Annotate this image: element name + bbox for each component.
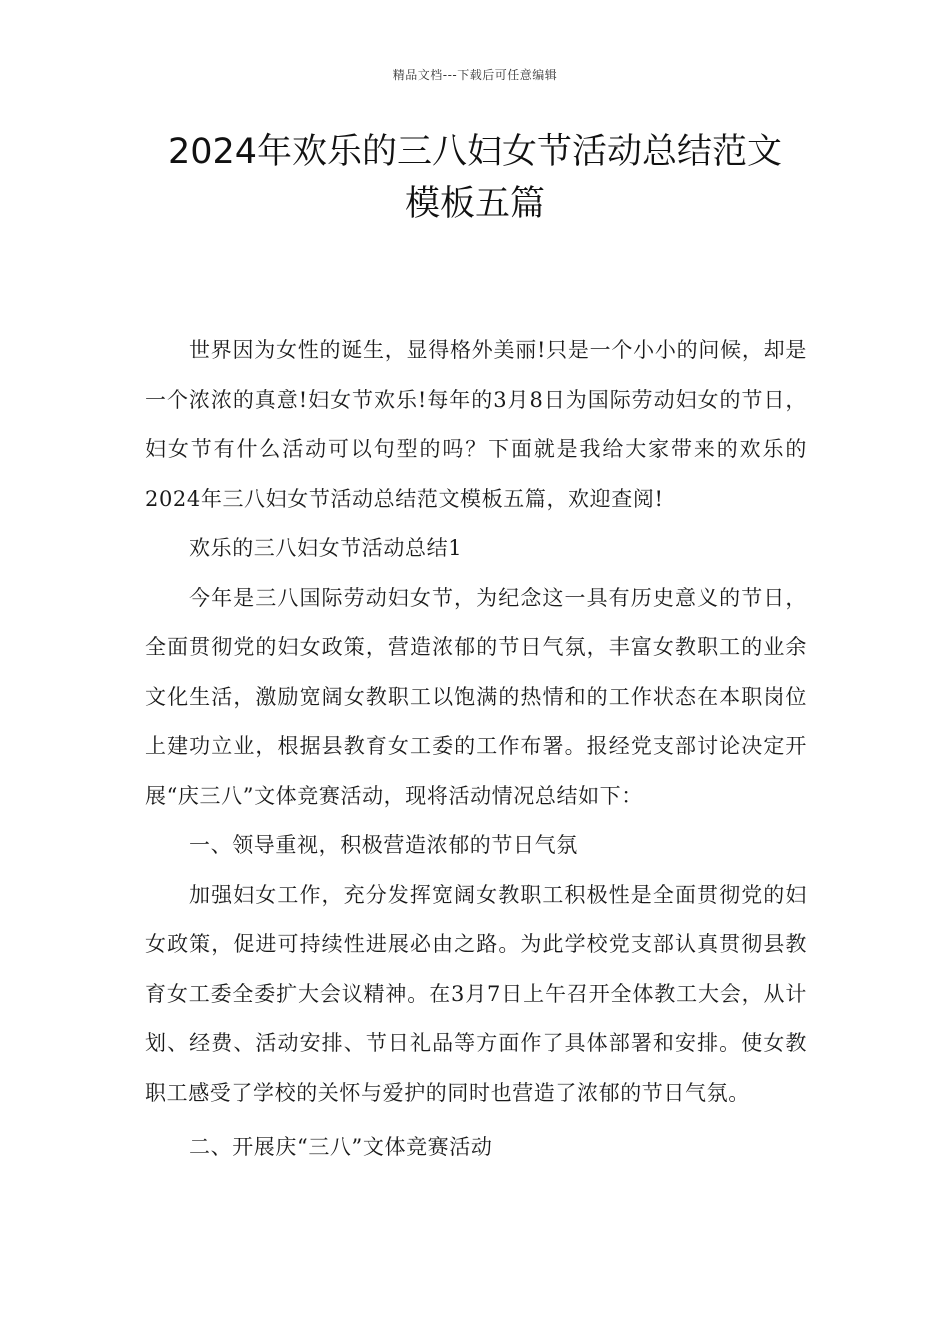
summary-paragraph: 今年是三八国际劳动妇女节，为纪念这一具有历史意义的节日，全面贯彻党的妇女政策，营造浓郁的节日气氛，丰富女教职工的业余文化生活，激励宽阔女教职工以饱满的热情和的工作状态在本职岗位上建功立业，根据县教育女工委的工作布署。报经党支部讨论决定开展“庆三八”文体竞赛活动，现将活动情况总结如下： xyxy=(145,585,807,808)
detail-paragraph: 加强妇女工作，充分发挥宽阔女教职工积极性是全面贯彻党的妇女政策，促进可持续性进展必由之路。为此学校党支部认真贯彻县教育女工委全委扩大会议精神。在3月7日上午召开全体教工大会，从计划、经费、活动安排、节日礼品等方面作了具体部署和安排。使女教职工感受了学校的关怀与爱护的同时也营造了浓郁的节日气氛。 xyxy=(145,882,807,1105)
intro-paragraph: 世界因为女性的诞生，显得格外美丽!只是一个小小的问候，却是一个浓浓的真意!妇女节欢乐!每年的3月8日为国际劳动妇女的节日，妇女节有什么活动可以句型的吗？下面就是我给大家带来的欢乐的2024年三八妇女节活动总结范文模板五篇，欢迎查阅! xyxy=(145,338,807,511)
section-heading-summary-1: 欢乐的三八妇女节活动总结1 xyxy=(189,536,463,560)
title-line-1: 2024年欢乐的三八妇女节活动总结范文 xyxy=(167,132,783,172)
header-note: 精品文档---下载后可任意编辑 xyxy=(392,68,558,82)
document-body xyxy=(145,326,807,1173)
title-line-2: 模板五篇 xyxy=(404,184,545,224)
document-title xyxy=(120,126,830,230)
subheading-2: 二、开展庆“三八”文体竞赛活动 xyxy=(189,1135,493,1159)
subheading-1: 一、领导重视，积极营造浓郁的节日气氛 xyxy=(189,833,578,857)
